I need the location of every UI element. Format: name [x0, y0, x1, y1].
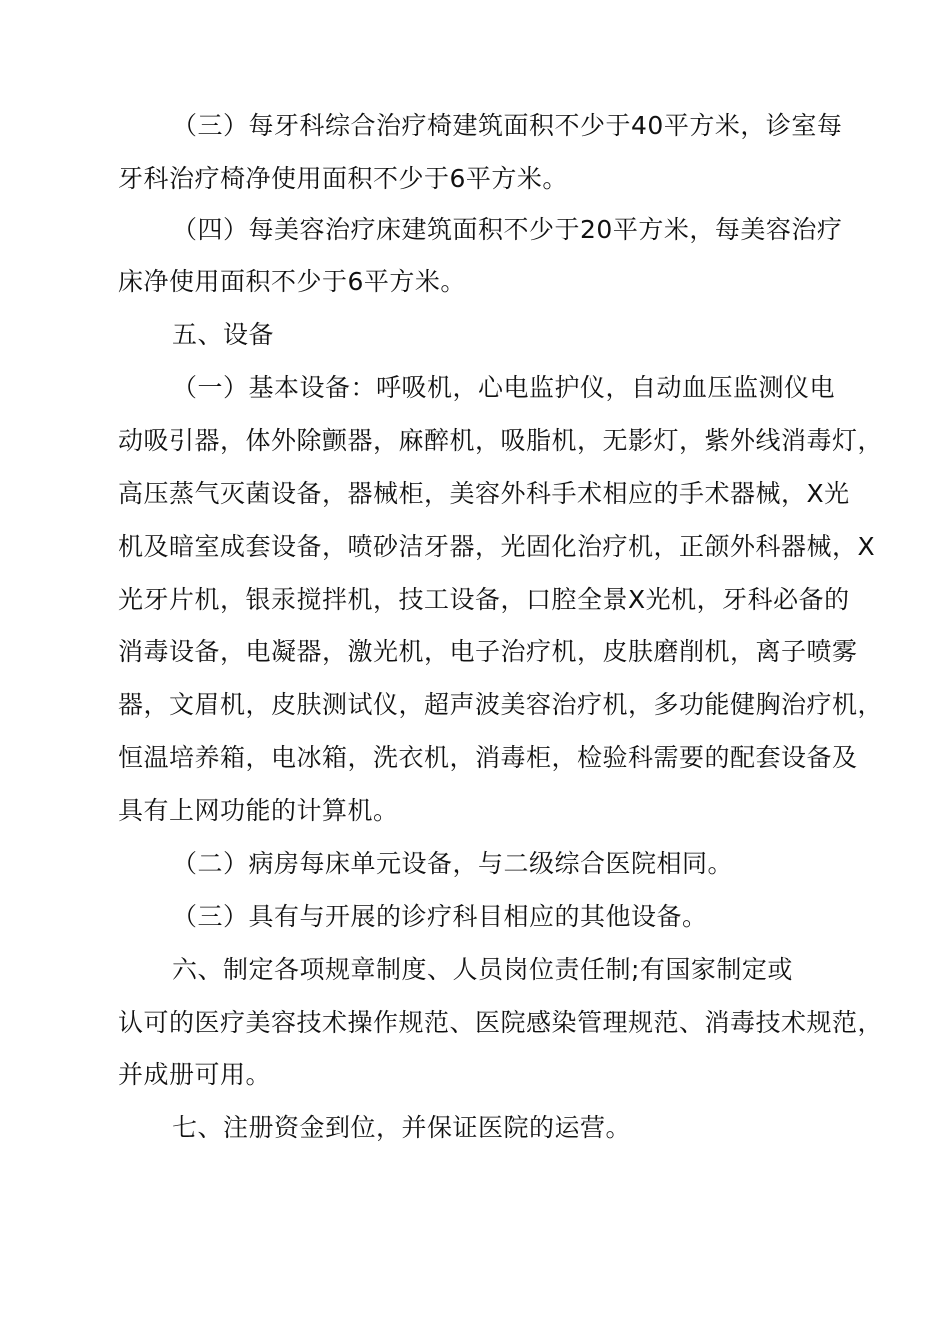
- text-line: （三）具有与开展的诊疗科目相应的其他设备。: [172, 902, 708, 931]
- section-heading: 六、制定各项规章制度、人员岗位责任制;有国家制定或: [172, 955, 793, 984]
- text-line: 消毒设备，电凝器，激光机，电子治疗机，皮肤磨削机，离子喷雾: [118, 637, 858, 666]
- text-line: 认可的医疗美容技术操作规范、医院感染管理规范、消毒技术规范，: [118, 1008, 884, 1037]
- text-line: （一）基本设备：呼吸机，心电监护仪，自动血压监测仪电: [172, 373, 836, 402]
- text-line: （三）每牙科综合治疗椅建筑面积不少于40平方米，诊室每: [172, 111, 843, 140]
- section-heading: 五、设备: [172, 320, 275, 349]
- text-line: （二）病房每床单元设备，与二级综合医院相同。: [172, 849, 734, 878]
- text-line: 床净使用面积不少于6平方米。: [118, 267, 466, 296]
- text-line: 动吸引器，体外除颤器，麻醉机，吸脂机，无影灯，紫外线消毒灯，: [118, 426, 884, 455]
- text-line: 恒温培养箱，电冰箱，洗衣机，消毒柜，检验科需要的配套设备及: [118, 743, 858, 772]
- text-line: 并成册可用。: [118, 1060, 272, 1089]
- text-line: 具有上网功能的计算机。: [118, 796, 399, 825]
- text-line: （四）每美容治疗床建筑面积不少于20平方米，每美容治疗: [172, 215, 843, 244]
- text-line: 器，文眉机，皮肤测试仪，超声波美容治疗机，多功能健胸治疗机，: [118, 690, 884, 719]
- text-line: 牙科治疗椅净使用面积不少于6平方米。: [118, 164, 568, 193]
- section-heading: 七、注册资金到位，并保证医院的运营。: [172, 1113, 632, 1142]
- text-line: 高压蒸气灭菌设备，器械柜，美容外科手术相应的手术器械，X光: [118, 479, 850, 508]
- text-line: 机及暗室成套设备，喷砂洁牙器，光固化治疗机，正颌外科器械，X: [118, 532, 876, 561]
- text-line: 光牙片机，银汞搅拌机，技工设备，口腔全景X光机，牙科必备的: [118, 585, 850, 614]
